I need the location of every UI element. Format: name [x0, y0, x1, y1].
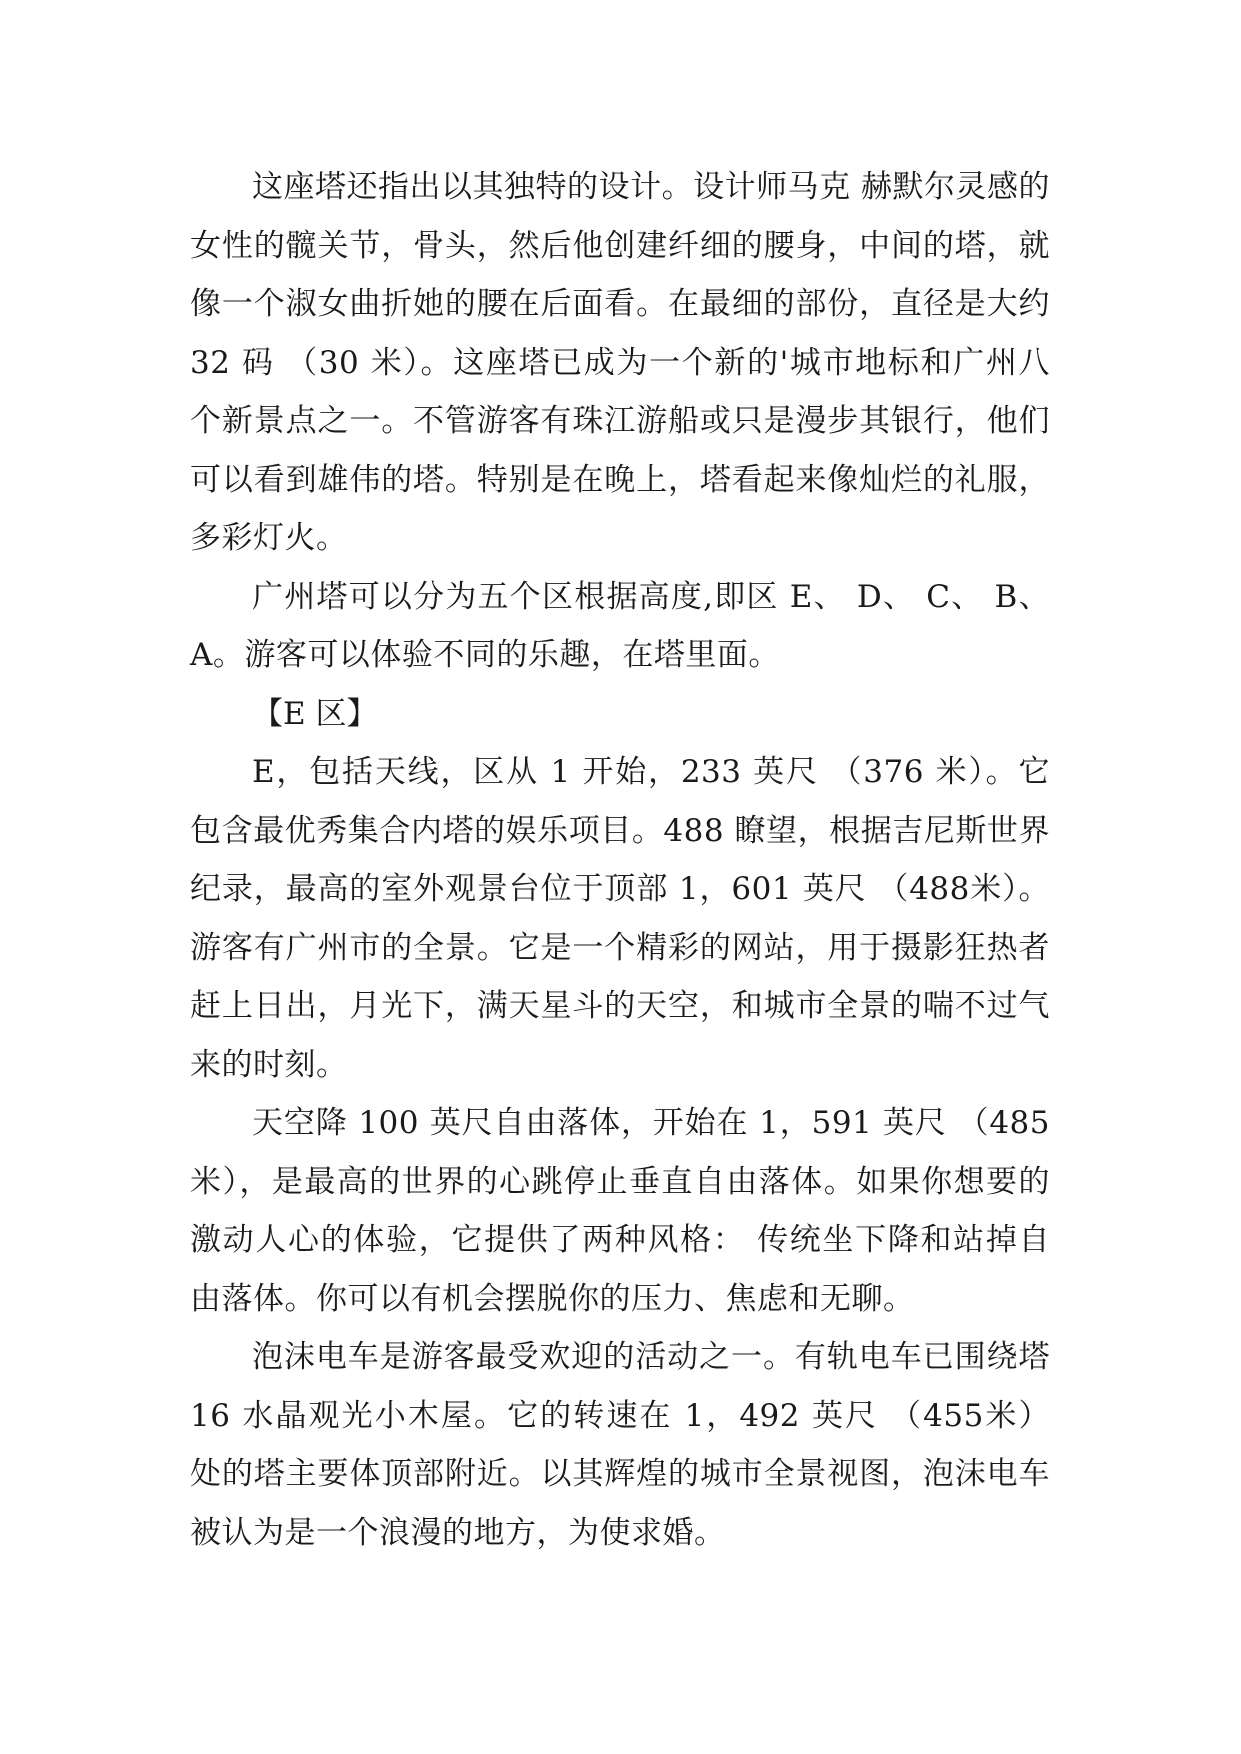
document-body: [190, 158, 1050, 1562]
paragraph-zone-e-overview: E，包括天线，区从 1 开始，233 英尺 （376 米）。它包含最优秀集合内塔的娱乐项目。488 瞭望，根据吉尼斯世界纪录，最高的室外观景台位于顶部 1，601 英尺 （488米）。游客有广州市的全景。它是一个精彩的网站，用于摄影狂热者赶上日出，月光下，满天星斗的天空，和城市全景的喘不过气来的时刻。: [190, 754, 1050, 1083]
paragraph-tower-zones: 广州塔可以分为五个区根据高度,即区 E、 D、 C、 B、A。游客可以体验不同的乐趣，在塔里面。: [190, 578, 1050, 673]
section-heading-zone-e: 【E 区】: [252, 695, 378, 732]
paragraph-bubble-tram: 泡沫电车是游客最受欢迎的活动之一。有轨电车已围绕塔 16 水晶观光小木屋。它的转速在 1，492 英尺 （455米） 处的塔主要体顶部附近。以其辉煌的城市全景视图，泡沫电车被认为是一个浪漫的地方，为使求婚。: [190, 1339, 1050, 1551]
paragraph-sky-drop: 天空降 100 英尺自由落体，开始在 1，591 英尺 （485米），是最高的世界的心跳停止垂直自由落体。如果你想要的激动人心的体验，它提供了两种风格： 传统坐下降和站掉自由落体。你可以有机会摆脱你的压力、焦虑和无聊。: [190, 1105, 1050, 1317]
paragraph-tower-design: 这座塔还指出以其独特的设计。设计师马克 赫默尔灵感的女性的髋关节，骨头，然后他创建纤细的腰身，中间的塔，就像一个淑女曲折她的腰在后面看。在最细的部份，直径是大约 32 码 （30 米）。这座塔已成为一个新的'城市地标和广州八个新景点之一。不管游客有珠江游船或只是漫步其银行，他们可以看到雄伟的塔。特别是在晚上，塔看起来像灿烂的礼服，多彩灯火。: [190, 169, 1050, 556]
